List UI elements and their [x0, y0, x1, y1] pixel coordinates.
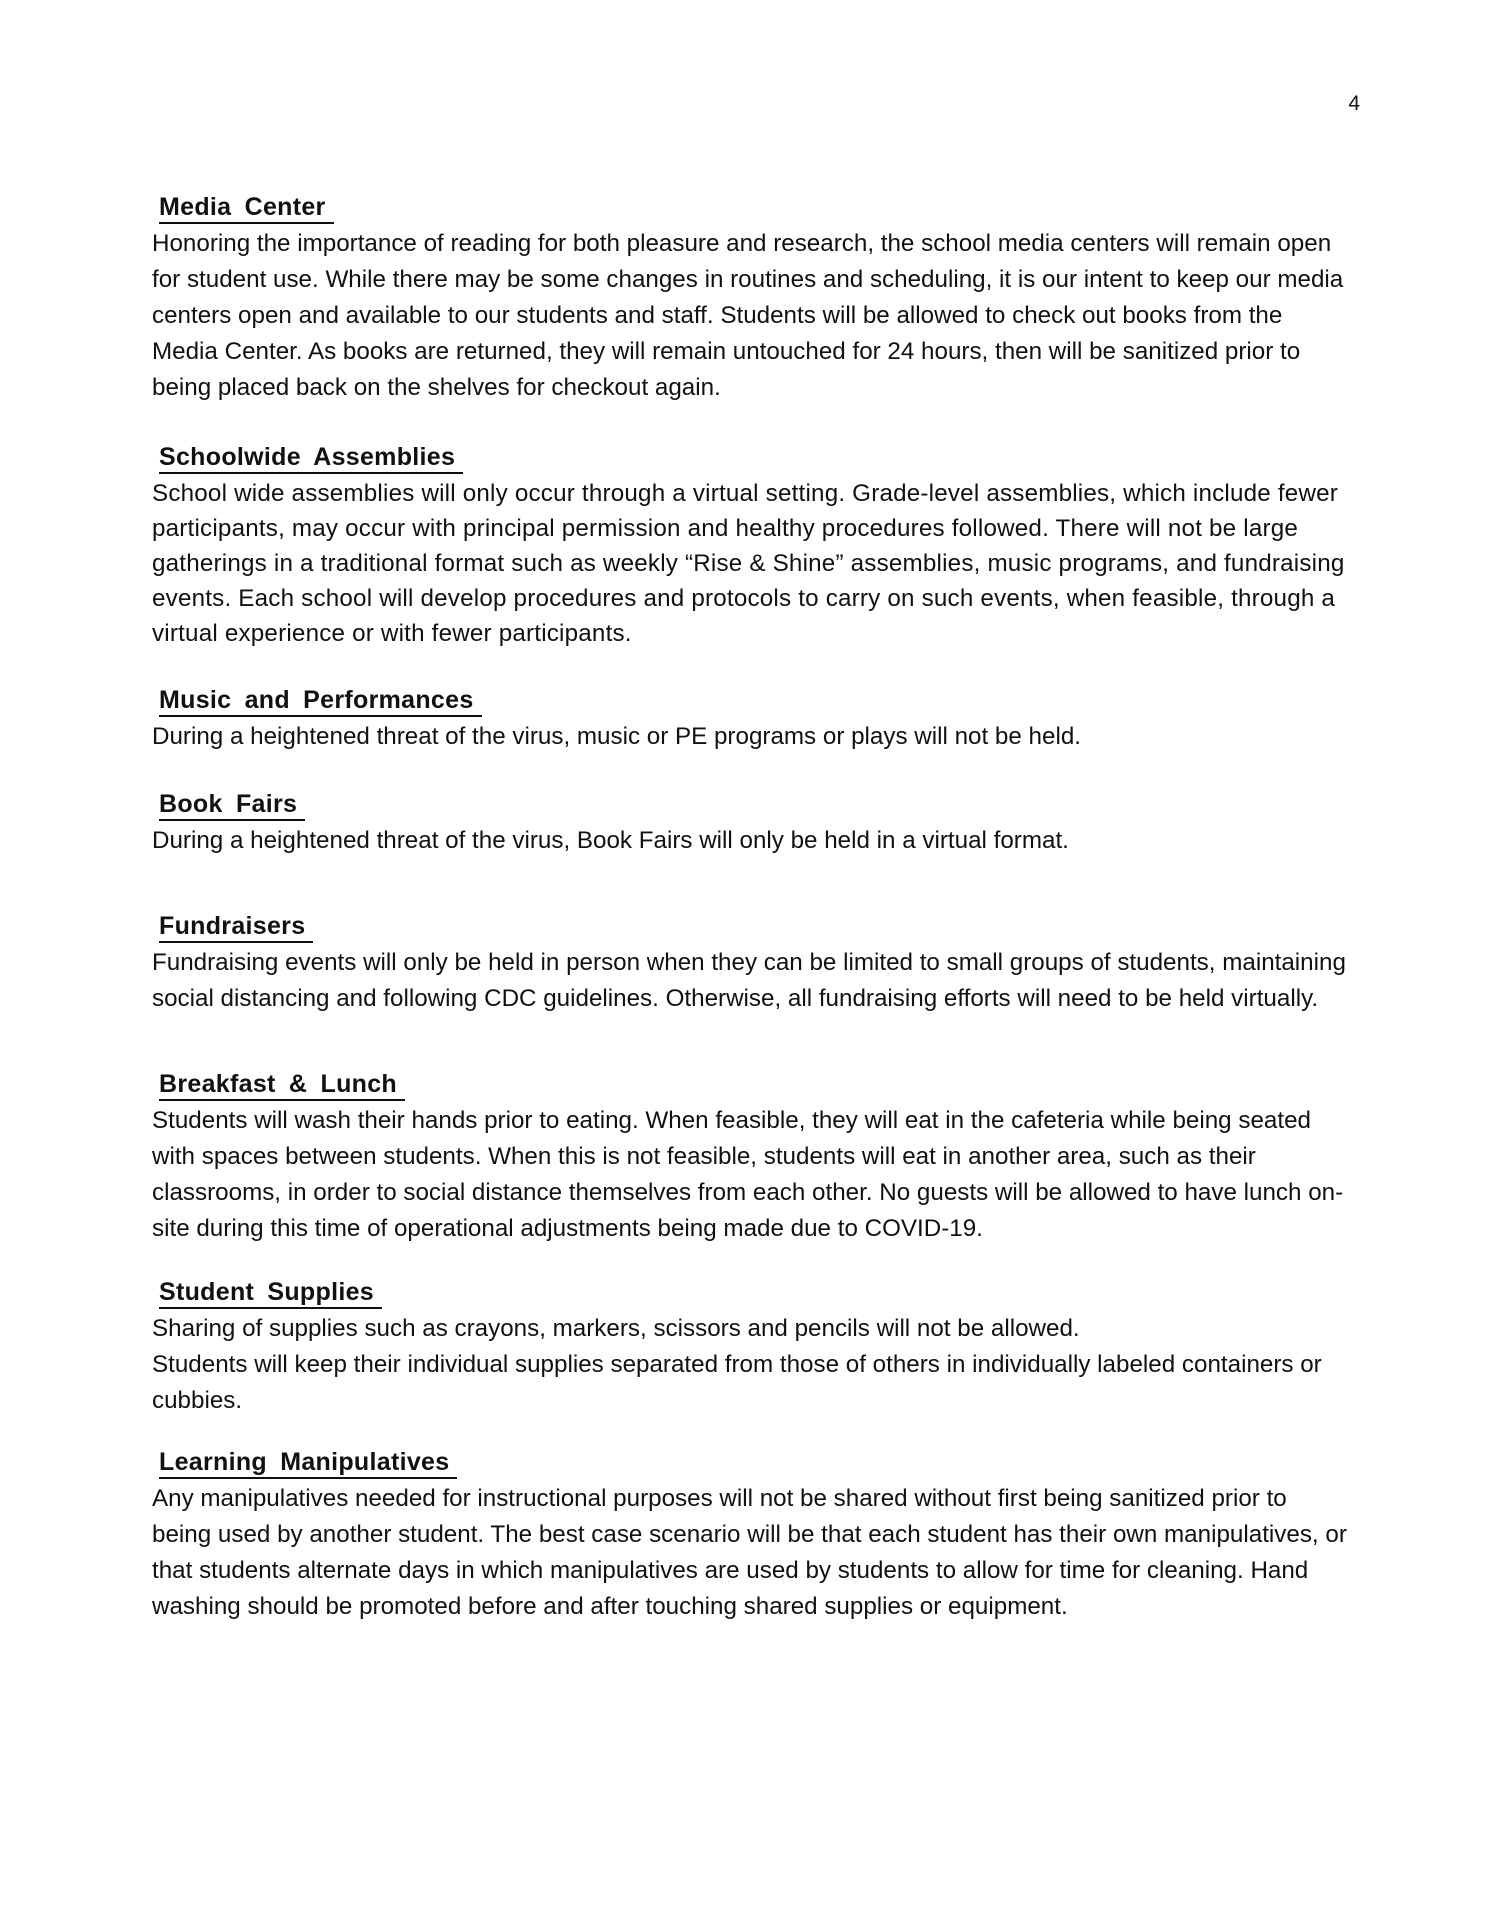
paragraph: Fundraising events will only be held in person when they can be limited to small groups of students, maintaining social distancing and following CDC guidelines. Otherwise, all fundraising efforts will need to be held virtually. — [152, 949, 1346, 1012]
section-breakfast-and-lunch — [152, 1069, 1352, 1247]
section-body — [152, 945, 1352, 1017]
paragraph: Students will wash their hands prior to eating. When feasible, they will eat in the cafeteria while being seated with spaces between students. When this is not feasible, students will eat in another area, such as their classrooms, in order to social distance themselves from each other. No guests will be allowed to have lunch on-site during this time of operational adjustments being made due to COVID-19. — [152, 1107, 1344, 1242]
section-heading: Schoolwide Assemblies — [159, 442, 463, 474]
paragraph: Honoring the importance of reading for both pleasure and research, the school media centers will remain open for student use. While there may be some changes in routines and scheduling, it is our intent to keep our media centers open and available to our students and staff. Students will be allowed to check out books from the Media Center. As books are returned, they will remain untouched for 24 hours, then will be sanitized prior to being placed back on the shelves for checkout again. — [152, 230, 1344, 401]
section-media-center — [152, 192, 1352, 406]
section-fundraisers — [152, 911, 1352, 1017]
paragraph: During a heightened threat of the virus, Book Fairs will only be held in a virtual format. — [152, 827, 1069, 854]
section-body — [152, 1311, 1352, 1419]
section-heading: Student Supplies — [159, 1277, 382, 1309]
section-music-and-performances — [152, 685, 1352, 755]
section-body — [152, 1481, 1352, 1625]
paragraph: Any manipulatives needed for instructional purposes will not be shared without first being sanitized prior to being used by another student. The best case scenario will be that each student has their own manipulatives, or that students alternate days in which manipulatives are used by students to allow for time for cleaning. Hand washing should be promoted before and after touching shared supplies or equipment. — [152, 1485, 1347, 1620]
page-number: 4 — [1348, 92, 1360, 115]
section-body — [152, 476, 1352, 651]
paragraph: During a heightened threat of the virus, music or PE programs or plays will not be held. — [152, 723, 1081, 750]
section-body — [152, 823, 1352, 859]
section-body — [152, 226, 1352, 406]
section-body — [152, 719, 1352, 755]
section-learning-manipulatives — [152, 1447, 1352, 1625]
section-heading: Music and Performances — [159, 685, 482, 717]
section-heading: Learning Manipulatives — [159, 1447, 457, 1479]
document-body — [152, 192, 1352, 1655]
section-schoolwide-assemblies — [152, 442, 1352, 651]
section-book-fairs — [152, 789, 1352, 859]
paragraph: Students will keep their individual supplies separated from those of others in individually labeled containers or cubbies. — [152, 1351, 1322, 1414]
section-heading: Media Center — [159, 192, 334, 224]
section-heading: Breakfast & Lunch — [159, 1069, 405, 1101]
paragraph: School wide assemblies will only occur through a virtual setting. Grade-level assemblies, which include fewer participants, may occur with principal permission and healthy procedures followed. There will not be large gatherings in a traditional format such as weekly “Rise & Shine” assemblies, music programs, and fundraising events. Each school will develop procedures and protocols to carry on such events, when feasible, through a virtual experience or with fewer participants. — [152, 480, 1345, 647]
section-body — [152, 1103, 1352, 1247]
section-heading: Fundraisers — [159, 911, 313, 943]
section-student-supplies — [152, 1277, 1352, 1419]
paragraph: Sharing of supplies such as crayons, markers, scissors and pencils will not be allowed. — [152, 1315, 1080, 1342]
section-heading: Book Fairs — [159, 789, 305, 821]
